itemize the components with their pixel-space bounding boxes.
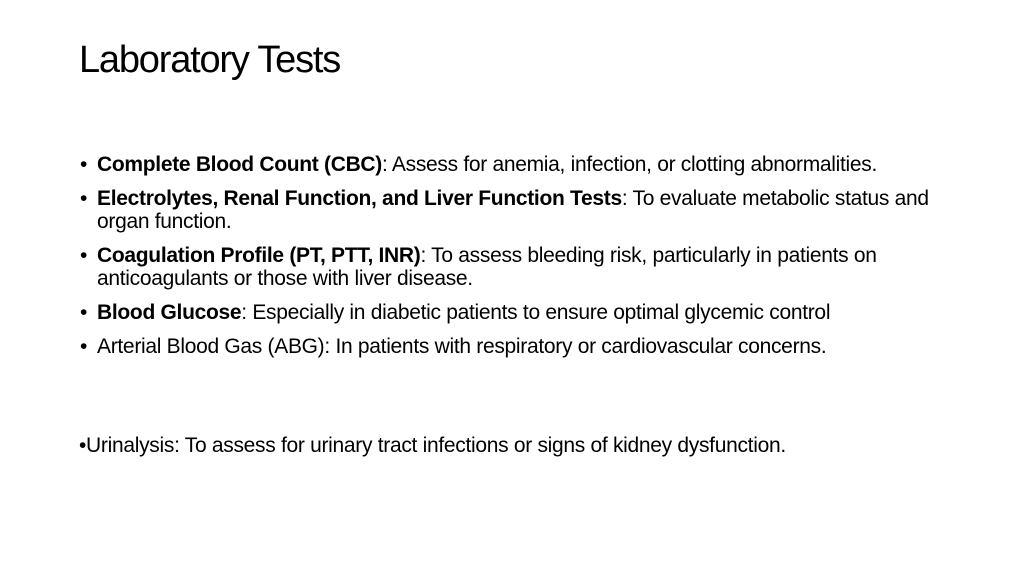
bullet-dot-icon: • <box>80 301 88 324</box>
bullet-item-glucose <box>79 301 959 324</box>
bullet-text: : Especially in diabetic patients to ensure optimal glycemic control <box>241 301 831 324</box>
bullet-dot-icon: • <box>80 153 88 176</box>
bullet-text: : To evaluate metabolic status and organ function. <box>97 187 929 233</box>
urinalysis-text: •Urinalysis: To assess for urinary tract infections or signs of kidney dysfunction. <box>79 434 786 457</box>
bullet-list <box>79 153 959 369</box>
bullet-item-coagulation <box>79 244 959 290</box>
bullet-term: Electrolytes, Renal Function, and Liver Function Tests <box>97 187 622 210</box>
bullet-term: Complete Blood Count (CBC) <box>97 153 382 176</box>
bullet-dot-icon: • <box>80 335 88 358</box>
bullet-item-electrolytes <box>79 187 959 233</box>
slide-title: Laboratory Tests <box>79 39 341 81</box>
bullet-text: : To assess bleeding risk, particularly in patients on anticoagulants or those with liver disease. <box>97 244 877 290</box>
bullet-item-cbc <box>79 153 959 176</box>
bullet-term: Blood Glucose <box>97 301 242 324</box>
bullet-text: Arterial Blood Gas (ABG): In patients with respiratory or cardiovascular concerns. <box>97 335 827 358</box>
bullet-dot-icon: • <box>80 187 88 210</box>
bullet-term: Coagulation Profile (PT, PTT, INR) <box>97 244 421 267</box>
bullet-item-abg <box>79 335 959 358</box>
bullet-dot-icon: • <box>80 244 88 267</box>
bullet-text: : Assess for anemia, infection, or clotting abnormalities. <box>382 153 878 176</box>
